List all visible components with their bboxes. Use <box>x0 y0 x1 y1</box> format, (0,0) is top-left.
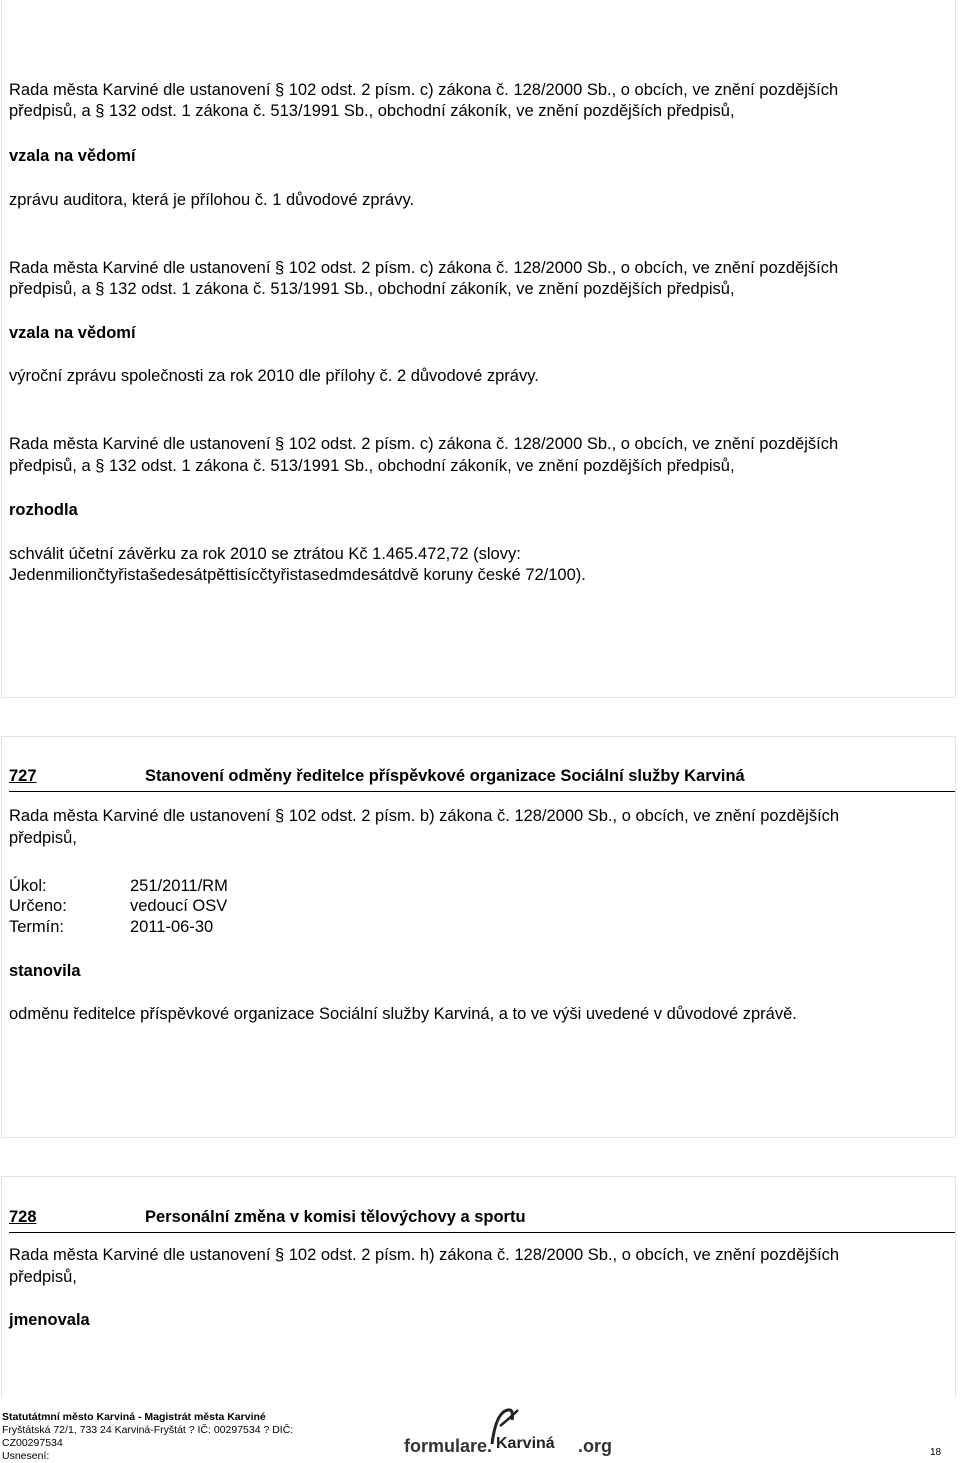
resolution-text: odměnu ředitelce příspěvkové organizace Sociální služby Karviná, a to ve výši uvedené v důvodové zprávě. <box>9 1005 797 1023</box>
resolution-title: Stanovení odměny ředitelce příspěvkové organizace Sociální služby Karviná <box>145 767 745 785</box>
assigned-value: vedoucí OSV <box>130 897 228 915</box>
resolution-basis-line: Rada města Karviné dle ustanovení § 102 odst. 2 písm. c) zákona č. 128/2000 Sb., o obcích, ve znění pozdějších <box>9 81 839 99</box>
deadline-label: Termín: <box>9 918 65 936</box>
resolution-728-box <box>1 1176 956 1398</box>
resolution-basis-line: předpisů, <box>9 829 77 847</box>
resolution-727-box <box>1 736 956 1138</box>
resolution-basis-line: předpisů, a § 132 odst. 1 zákona č. 513/1991 Sb., obchodní zákoník, ve znění pozdějších předpisů, <box>9 457 735 475</box>
resolution-header <box>9 767 955 792</box>
resolution-basis-line: Rada města Karviné dle ustanovení § 102 odst. 2 písm. c) zákona č. 128/2000 Sb., o obcích, ve znění pozdějších <box>9 259 839 277</box>
resolution-basis-line: předpisů, <box>9 1268 77 1286</box>
footer-vat: CZ00297534 <box>2 1437 63 1449</box>
svg-text:Karviná: Karviná <box>496 1435 555 1452</box>
assigned-label: Určeno: <box>9 897 67 915</box>
page-number: 18 <box>930 1447 942 1458</box>
footer-organization: Statutátmní město Karviná - Magistrát města Karviné <box>2 1411 266 1423</box>
svg-text:formulare.: formulare. <box>404 1436 493 1456</box>
resolution-basis-line: Rada města Karviné dle ustanovení § 102 odst. 2 písm. b) zákona č. 128/2000 Sb., o obcích, ve znění pozdějších <box>9 807 840 825</box>
resolution-text: Jedenmiliončtyřistašedesátpěttisícčtyřistasedmdesátdvě koruny české 72/100). <box>9 566 586 584</box>
footer-resolution-label: Usnesení: <box>2 1450 50 1462</box>
task-value: 251/2011/RM <box>130 877 228 895</box>
formulare-karvina-logo <box>404 1404 614 1456</box>
resolution-text: výroční zprávu společnosti za rok 2010 dle přílohy č. 2 důvodové zprávy. <box>9 367 539 385</box>
resolution-number: 727 <box>9 767 37 785</box>
resolution-action: rozhodla <box>9 501 78 519</box>
resolution-number: 728 <box>9 1208 37 1226</box>
resolution-basis-line: předpisů, a § 132 odst. 1 zákona č. 513/1991 Sb., obchodní zákoník, ve znění pozdějších předpisů, <box>9 102 735 120</box>
resolution-basis-line: Rada města Karviné dle ustanovení § 102 odst. 2 písm. h) zákona č. 128/2000 Sb., o obcích, ve znění pozdějších <box>9 1246 840 1264</box>
resolution-text: schválit účetní závěrku za rok 2010 se ztrátou Kč 1.465.472,72 (slovy: <box>9 545 521 563</box>
resolution-title: Personální změna v komisi tělovýchovy a sportu <box>145 1208 526 1226</box>
resolution-action: jmenovala <box>9 1311 90 1329</box>
resolution-header <box>9 1208 955 1233</box>
resolution-action: stanovila <box>9 962 81 980</box>
resolution-basis-line: Rada města Karviné dle ustanovení § 102 odst. 2 písm. c) zákona č. 128/2000 Sb., o obcích, ve znění pozdějších <box>9 435 839 453</box>
footer-address: Fryštátská 72/1, 733 24 Karviná-Fryštát ? IČ: 00297534 ? DIČ: <box>2 1424 294 1436</box>
previous-resolution-box <box>1 0 956 698</box>
resolution-action: vzala na vědomí <box>9 324 136 342</box>
resolution-basis-line: předpisů, a § 132 odst. 1 zákona č. 513/1991 Sb., obchodní zákoník, ve znění pozdějších předpisů, <box>9 280 735 298</box>
resolution-text: zprávu auditora, která je přílohou č. 1 důvodové zprávy. <box>9 191 415 209</box>
svg-text:.org: .org <box>578 1436 612 1456</box>
deadline-value: 2011-06-30 <box>130 918 214 936</box>
task-label: Úkol: <box>9 877 47 895</box>
resolution-action: vzala na vědomí <box>9 147 136 165</box>
